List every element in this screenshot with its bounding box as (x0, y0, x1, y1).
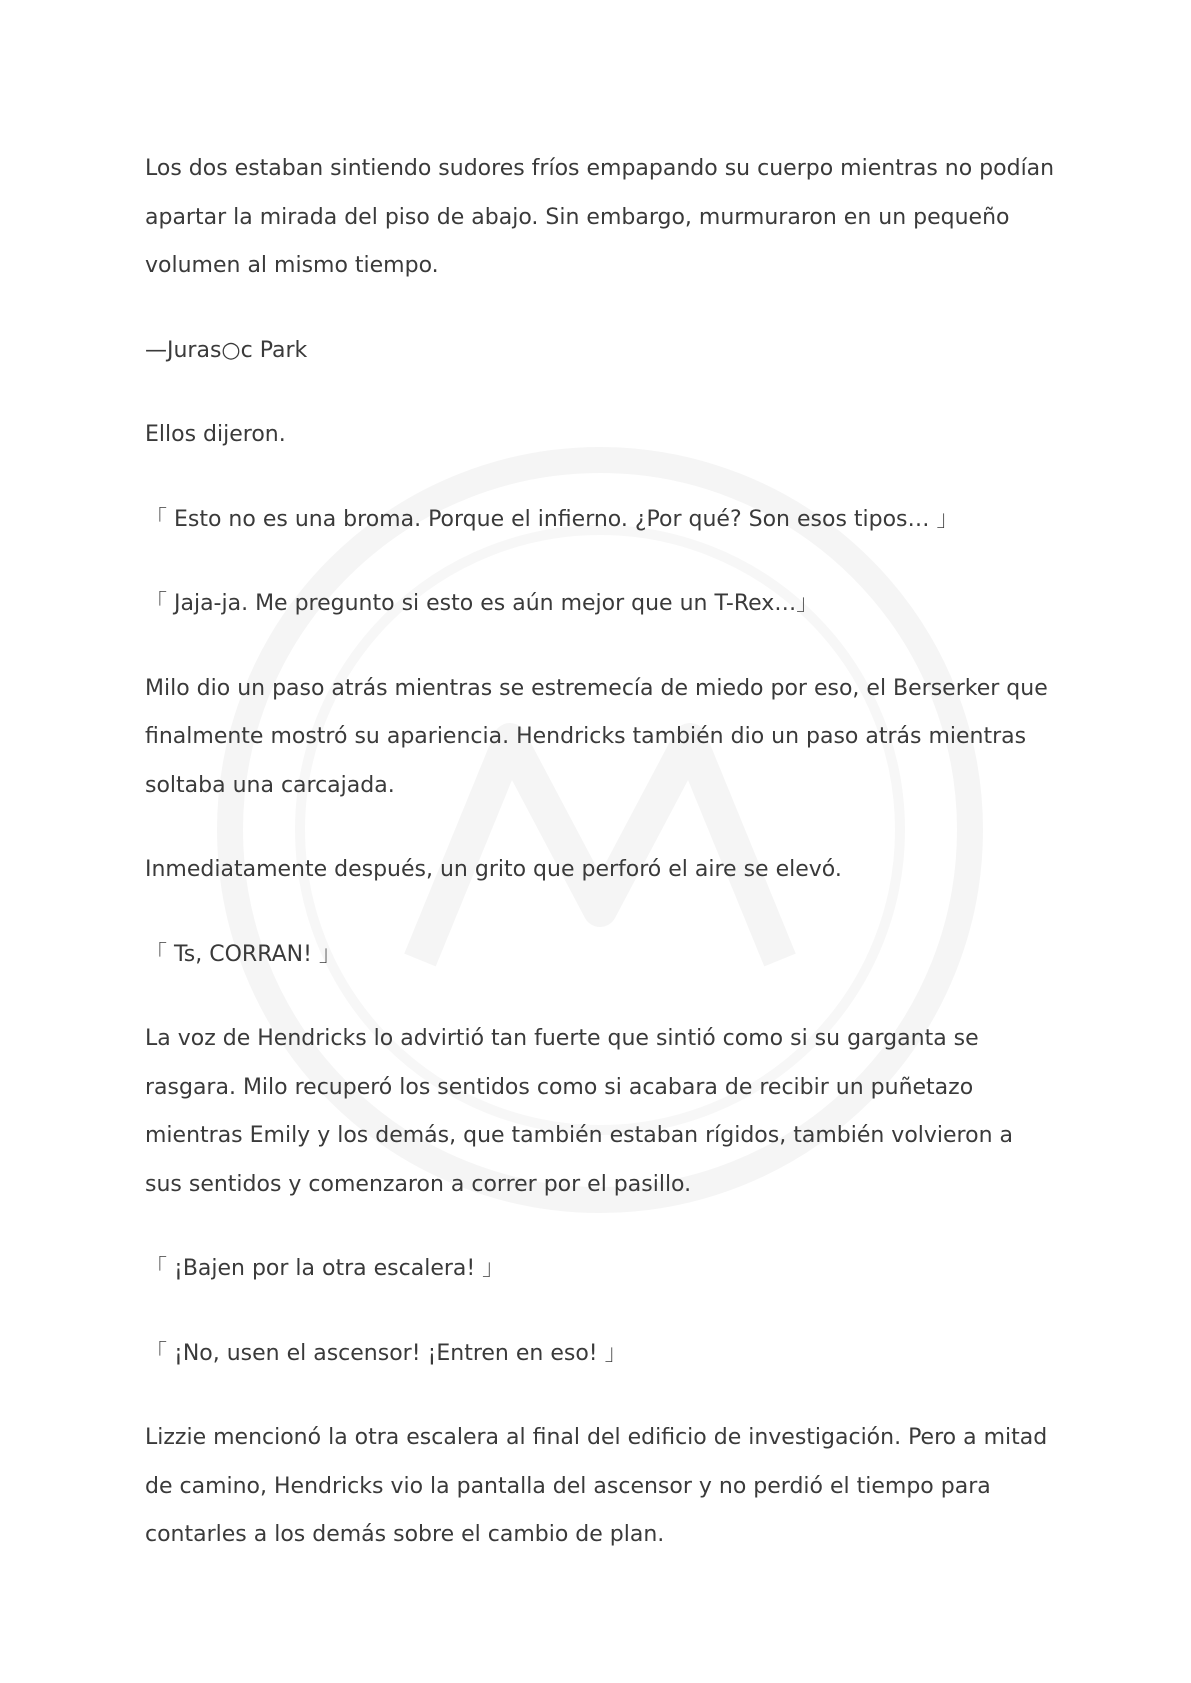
line-ellos-dijeron: Ellos dijeron. (145, 422, 286, 447)
paragraph-sudores: Los dos estaban sintiendo sudores fríos empapando su cuerpo mientras no podían apartar la mirada del piso de abajo. Sin embargo, murmuraron en un pequeño volumen al mismo tiempo. (145, 156, 1055, 278)
dialogue-broma: 「 Esto no es una broma. Porque el infierno. ¿Por qué? Son esos tipos… 」 (145, 506, 959, 532)
line-jurassic-park: —Juras○c Park (145, 337, 308, 363)
paragraph-hendricks-voz: La voz de Hendricks lo advirtió tan fuerte que sintió como si su garganta se rasgara. Milo recuperó los sentidos como si acabara de recibir un puñetazo mientras Emily y los demás, que también estaban rígidos, también volvieron a sus sentidos y comenzaron a correr por el pasillo. (145, 1026, 1014, 1197)
paragraph-lizzie: Lizzie mencionó la otra escalera al final del edificio de investigación. Pero a mitad de camino, Hendricks vio la pantalla del ascensor y no perdió el tiempo para contarles a los demás sobre el cambio de plan. (145, 1425, 1048, 1547)
dialogue-escalera: 「 ¡Bajen por la otra escalera! 」 (145, 1256, 505, 1281)
paragraph-milo-berserker: Milo dio un paso atrás mientras se estremecía de miedo por eso, el Berserker que finalmente mostró su apariencia. Hendricks también dio un paso atrás mientras soltaba una carcajada. (145, 675, 1048, 798)
dialogue-ascensor: 「 ¡No, usen el ascensor! ¡Entren en eso! 」 (145, 1340, 627, 1366)
dialogue-t-rex: 「 Jaja-ja. Me pregunto si esto es aún mejor que un T-Rex…」 (145, 591, 819, 616)
dialogue-corran: 「 Ts, CORRAN! 」 (145, 941, 341, 967)
text-column (145, 145, 1055, 1560)
line-grito: Inmediatamente después, un grito que perforó el aire se elevó. (145, 857, 842, 882)
